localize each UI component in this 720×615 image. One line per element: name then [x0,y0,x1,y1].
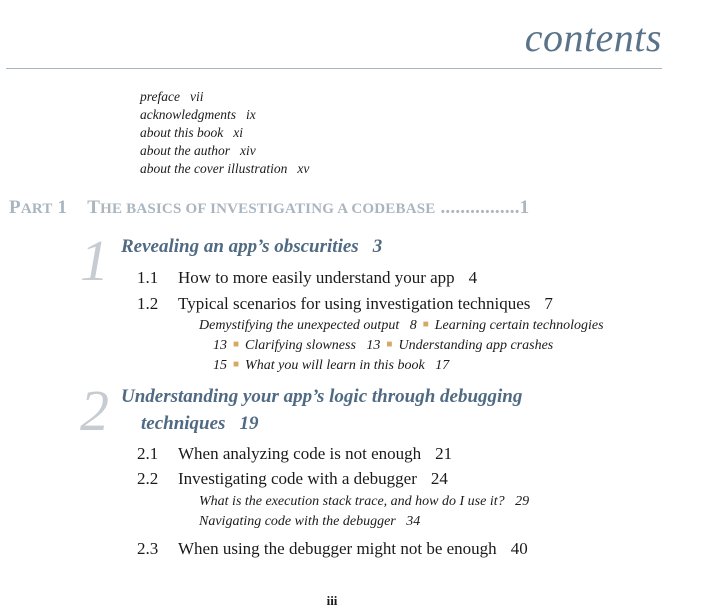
part-title-first: T [87,197,101,218]
subsection-demystifying[interactable] [199,318,417,333]
entry-page: xiv [240,143,256,158]
subsection-title: Demystifying the unexpected output [199,318,400,333]
section-page: 7 [544,294,553,313]
subsection-title: Clarifying slowness [245,338,356,353]
chapter-title-text: Revealing an app’s obscurities [121,236,359,257]
separator-square: ■ [422,319,429,330]
section-title: When analyzing code is not enough [178,444,422,463]
section-page: 24 [430,469,448,488]
subsection-page: 15 [213,358,227,373]
chapter-title-line1: Understanding your app’s logic through debugging [121,386,523,407]
section-entry-1-2[interactable] [137,294,553,314]
chapter-title-1[interactable] [121,236,382,258]
title-divider [6,68,662,69]
section-page: 21 [435,444,453,463]
chapter-title-2[interactable] [121,386,522,408]
entry-label: about the cover illustration [140,161,288,176]
part-title-rest: HE BASICS OF INVESTIGATING A CODEBASE [100,201,436,217]
entry-label: acknowledgments [140,107,236,122]
subsection-what-you-will-learn[interactable] [245,358,449,373]
section-entry-2-2[interactable] [137,469,448,489]
section-entry-2-1[interactable] [137,444,452,464]
subsection-page: 17 [435,358,450,373]
entry-page: xv [297,161,310,176]
entry-page: ix [245,107,256,122]
section-entry-1-1[interactable] [137,268,477,288]
section-number: 2.1 [137,444,159,463]
toc-entry-acknowledgments[interactable] [140,107,256,123]
entry-label: preface [140,89,180,104]
part-leader: ................ [440,197,520,218]
page-title: contents [524,15,662,60]
chapter-page: 19 [239,413,259,434]
section-entry-2-3[interactable] [137,539,528,559]
section-number: 1.1 [137,268,159,287]
separator-square: ■ [233,339,240,350]
entry-page: xi [233,125,243,140]
chapter-title-line2: techniques [141,413,226,434]
separator-square: ■ [233,359,240,370]
section-number: 2.3 [137,539,159,558]
subsection-navigating[interactable] [199,514,420,530]
section-number: 2.2 [137,469,159,488]
toc-entry-about-the-author[interactable] [140,143,256,159]
entry-label: about this book [140,125,224,140]
subsection-line [199,318,604,334]
toc-entry-about-this-book[interactable] [140,125,243,141]
part-number: 1 [57,197,68,218]
separator-square: ■ [386,339,393,350]
entry-page: vii [189,89,204,104]
toc-entry-preface[interactable] [140,89,203,105]
part-label-rest: ART [20,201,53,217]
subsection-title: Navigating code with the debugger [199,514,396,529]
chapter-title-2-cont[interactable] [141,413,258,435]
subsection-title: What you will learn in this book [245,358,425,373]
subsection-learning-page[interactable] [199,338,227,353]
chapter-page: 3 [372,236,383,257]
section-number: 1.2 [137,294,159,313]
section-page: 4 [468,268,478,287]
chapter-number-2: 2 [80,378,109,443]
subsection-title: Understanding app crashes [398,338,554,353]
subsection-learning[interactable] [435,318,604,333]
subsection-clarifying[interactable] [245,338,380,353]
page-folio: iii [326,593,338,608]
subsection-page: 29 [515,494,530,509]
section-title: How to more easily understand your app [178,268,455,287]
subsection-title: What is the execution stack trace, and how do I use it? [199,494,505,509]
subsection-stack-trace[interactable] [199,494,529,510]
part-heading[interactable] [9,197,529,219]
subsection-page: 13 [366,338,381,353]
subsection-title: Learning certain technologies [434,318,604,333]
subsection-line [199,358,449,374]
section-page: 40 [510,539,528,558]
subsection-line [199,338,553,354]
part-label-first: P [9,197,21,218]
toc-entry-about-the-cover[interactable] [140,161,309,177]
subsection-page: 13 [213,338,227,353]
entry-label: about the author [140,143,230,158]
section-title: Typical scenarios for using investigation techniques [178,294,531,313]
subsection-page: 8 [409,318,417,333]
section-title: When using the debugger might not be enough [178,539,497,558]
subsection-understanding[interactable] [398,338,553,353]
subsection-understanding-page[interactable] [199,358,227,373]
chapter-number-1: 1 [80,228,109,293]
part-page: 1 [519,197,530,218]
subsection-page: 34 [406,514,421,529]
section-title: Investigating code with a debugger [178,469,417,488]
